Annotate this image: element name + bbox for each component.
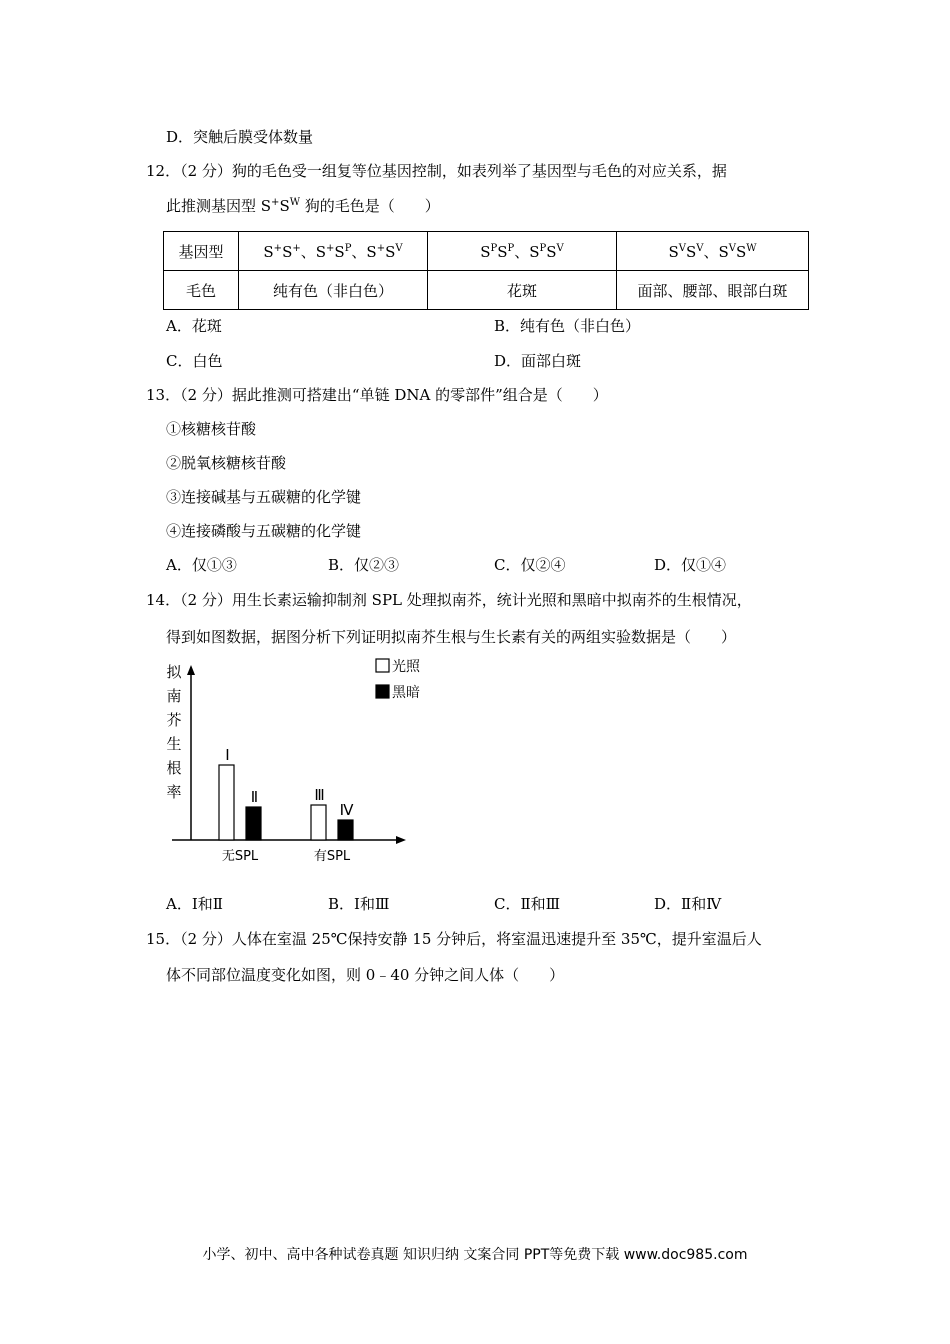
q14-option-a: A．Ⅰ和Ⅱ xyxy=(166,895,223,913)
table-header-genotype: 基因型 xyxy=(164,232,239,271)
q14-option-d: D．Ⅱ和Ⅳ xyxy=(654,895,722,913)
q12-option-d: D．面部白斑 xyxy=(494,352,582,370)
q12-option-b: B．纯有色（非白色） xyxy=(494,317,641,335)
table-cell: $S^VS^V$、$S^VS^W$ xyxy=(617,232,809,271)
table-row xyxy=(164,271,809,310)
legend xyxy=(376,658,420,701)
legend-label: 黑暗 xyxy=(392,685,420,701)
q13-item-3: ③连接碱基与五碳糖的化学键 xyxy=(166,488,362,506)
y-axis-label xyxy=(166,663,182,801)
legend-label: 光照 xyxy=(392,659,420,675)
q13-option-d: D．仅①④ xyxy=(654,556,727,574)
q14-option-c: C．Ⅱ和Ⅲ xyxy=(494,895,561,913)
q14-stem-line2: 得到如图数据，据图分析下列证明拟南芥生根与生长素有关的两组实验数据是（ ） xyxy=(166,628,737,646)
y-axis-label-char: 芥 xyxy=(166,711,182,729)
q12-option-c: C．白色 xyxy=(166,352,223,370)
q12-stem-line1: 12．（2 分）狗的毛色受一组复等位基因控制，如表列举了基因型与毛色的对应关系，据 xyxy=(146,162,727,180)
page-footer: 小学、初中、高中各种试卷真题 知识归纳 文案合同 PPT等免费下载 www.doc985.com xyxy=(202,1247,748,1263)
bar xyxy=(338,820,353,840)
table-cell: 纯有色（非白色） xyxy=(239,271,428,310)
bar xyxy=(311,805,326,840)
rooting-rate-chart xyxy=(160,655,420,870)
q13-item-4: ④连接磷酸与五碳糖的化学键 xyxy=(166,522,362,540)
q13-option-b: B．仅②③ xyxy=(328,556,400,574)
legend-swatch xyxy=(376,659,389,672)
q13-stem: 13．（2 分）据此推测可搭建出“单链 DNA 的零部件”组合是（ ） xyxy=(146,386,608,404)
q13-item-2: ②脱氧核糖核苷酸 xyxy=(166,454,287,472)
table-cell: S+S+、$S^+S^P$、$S^+S^V$ xyxy=(239,232,428,271)
q13-item-1: ①核糖核苷酸 xyxy=(166,420,257,438)
y-axis-label-char: 生 xyxy=(166,735,182,753)
y-axis-label-char: 拟 xyxy=(166,663,182,681)
bar xyxy=(219,765,234,840)
x-tick-label: 有SPL xyxy=(313,849,351,864)
q11-option-d: D．突触后膜受体数量 xyxy=(166,128,314,146)
bars-group xyxy=(219,746,354,864)
bar-label: Ⅳ xyxy=(339,801,354,819)
table-cell: 花斑 xyxy=(428,271,617,310)
x-axis-arrow xyxy=(396,836,406,844)
table-cell: 面部、腰部、眼部白斑 xyxy=(617,271,809,310)
genotype-table xyxy=(163,231,809,310)
q12-option-a: A．花斑 xyxy=(166,317,222,335)
bar-label: Ⅲ xyxy=(314,786,325,804)
table-cell: $S^PS^P$、$S^PS^V$ xyxy=(428,232,617,271)
bar-label: Ⅰ xyxy=(225,746,230,764)
bar-label: Ⅱ xyxy=(250,788,259,806)
table-header-color: 毛色 xyxy=(164,271,239,310)
y-axis-arrow xyxy=(187,665,195,675)
q13-option-a: A．仅①③ xyxy=(166,556,237,574)
q14-option-b: B．Ⅰ和Ⅲ xyxy=(328,895,390,913)
bar xyxy=(246,807,261,840)
legend-swatch xyxy=(376,685,389,698)
q13-option-c: C．仅②④ xyxy=(494,556,566,574)
table-row xyxy=(164,232,809,271)
y-axis-label-char: 南 xyxy=(166,687,182,705)
y-axis-label-char: 根 xyxy=(166,759,182,777)
q15-stem-line1: 15．（2 分）人体在室温 25℃保持安静 15 分钟后，将室温迅速提升至 35℃，提升室温后人 xyxy=(146,930,762,948)
x-tick-label: 无SPL xyxy=(221,849,259,864)
y-axis-label-char: 率 xyxy=(166,783,182,801)
q15-stem-line2: 体不同部位温度变化如图，则 0﹣40 分钟之间人体（ ） xyxy=(166,966,565,984)
q12-stem-line2: 此推测基因型 $S^+S^W$ 狗的毛色是（ ） xyxy=(166,197,440,215)
q14-stem-line1: 14．（2 分）用生长素运输抑制剂 SPL 处理拟南芥，统计光照和黑暗中拟南芥的生根情况， xyxy=(146,591,752,609)
